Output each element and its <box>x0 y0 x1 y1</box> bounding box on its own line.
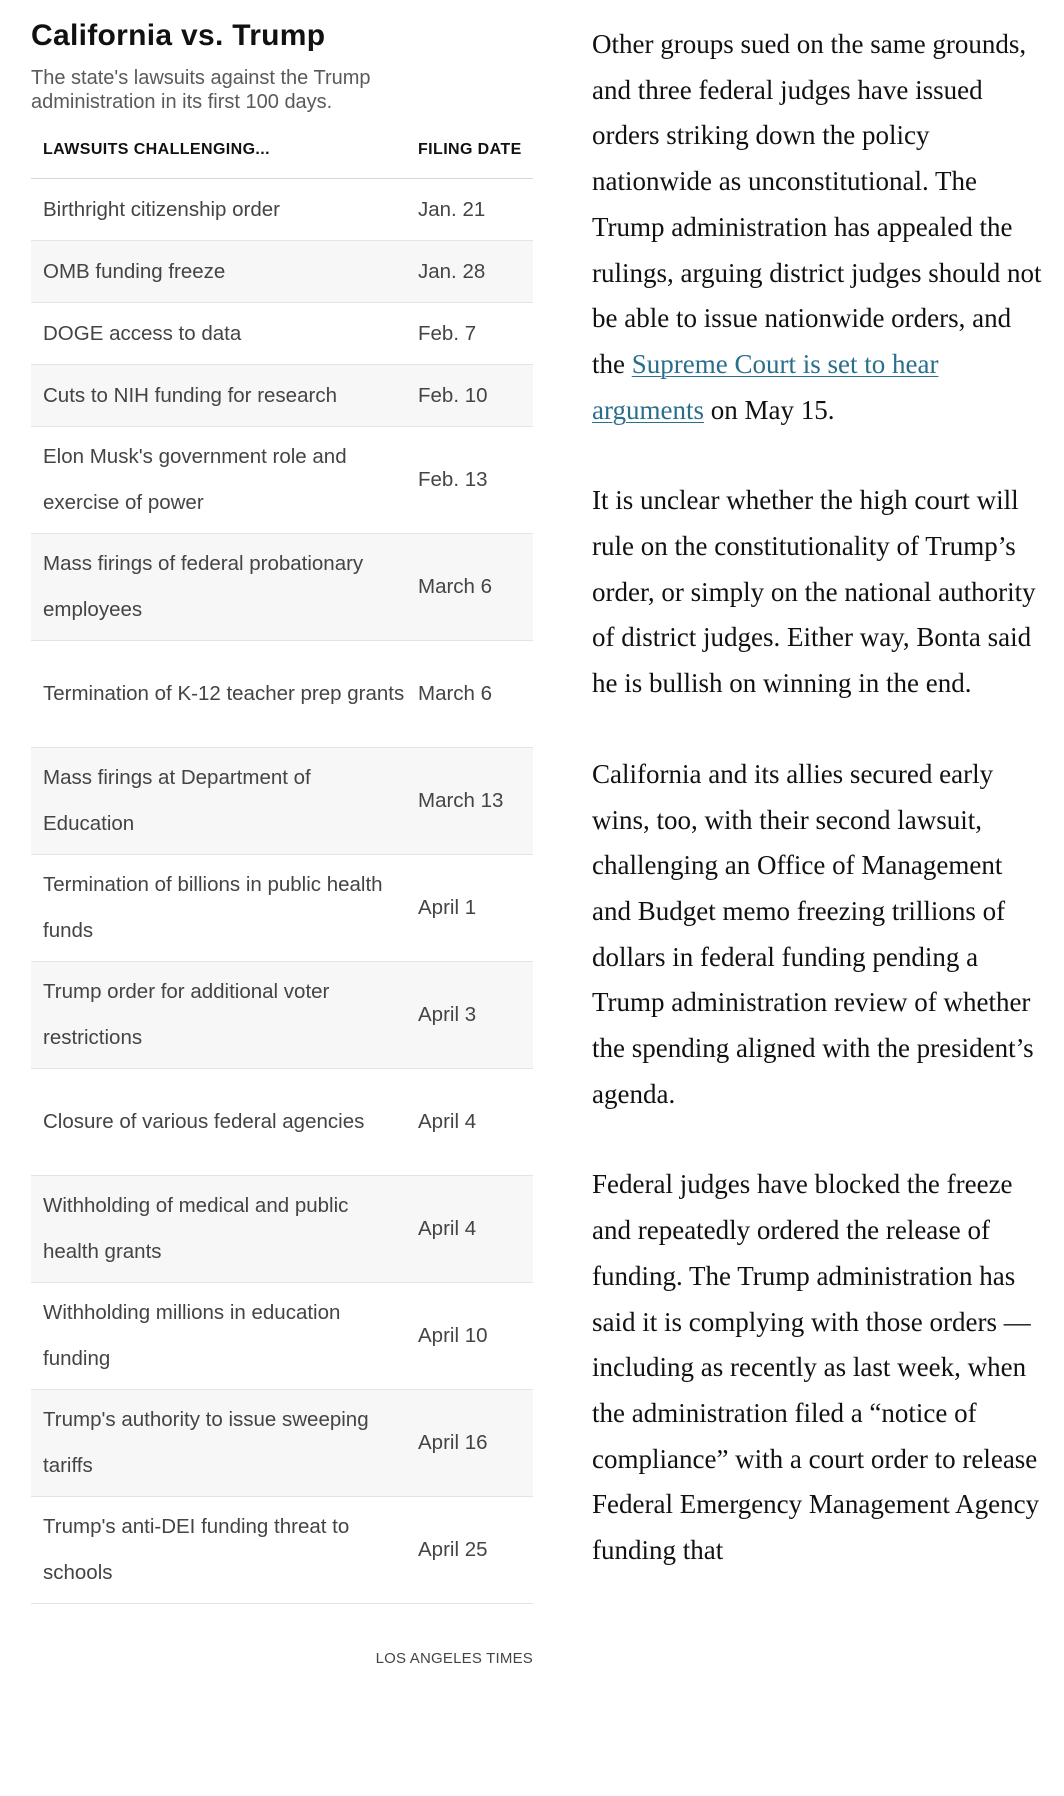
lawsuit-cell: Closure of various federal agencies <box>31 1069 406 1176</box>
lawsuit-cell: Elon Musk's government role and exercise of power <box>31 427 406 534</box>
lawsuit-cell: Termination of K-12 teacher prep grants <box>31 641 406 748</box>
supreme-court-link[interactable]: Supreme Court is set to hear arguments <box>592 348 939 425</box>
article-text: Other groups sued on the same grounds, and three federal judges have issued orders striking down the policy nationwide as unconstitutional. The Trump administration has appealed the rulings, arguing district judges should not be able to issue nationwide orders, and the <box>592 29 1042 379</box>
table-row <box>31 855 533 962</box>
filing-date-cell: March 6 <box>406 534 533 641</box>
column-header-lawsuit: LAWSUITS CHALLENGING... <box>31 141 406 179</box>
lawsuit-cell: Mass firings at Department of Education <box>31 748 406 855</box>
table-row <box>31 962 533 1069</box>
article-text: on May 15. <box>703 394 835 425</box>
table-row <box>31 534 533 641</box>
table-title: California vs. Trump <box>31 19 326 52</box>
filing-date-cell: Jan. 21 <box>406 179 533 241</box>
table-row <box>31 1176 533 1283</box>
filing-date-cell: March 6 <box>406 641 533 748</box>
table-row <box>31 748 533 855</box>
article-paragraph: California and its allies secured early wins, too, with their second lawsuit, challenging an Office of Management and Budget memo freezing trillions of dollars in federal funding pending a Trump administration review of whether the spending aligned with the president’s agenda. <box>592 758 1034 1109</box>
table-row <box>31 1069 533 1176</box>
table-row <box>31 641 533 748</box>
filing-date-cell: April 1 <box>406 855 533 962</box>
filing-date-cell: Feb. 13 <box>406 427 533 534</box>
table-row <box>31 1283 533 1390</box>
filing-date-cell: April 16 <box>406 1390 533 1497</box>
lawsuit-cell: DOGE access to data <box>31 303 406 365</box>
table-row <box>31 427 533 534</box>
lawsuit-cell: Termination of billions in public health funds <box>31 855 406 962</box>
filing-date-cell: April 4 <box>406 1176 533 1283</box>
article-paragraph: It is unclear whether the high court will rule on the constitutionality of Trump’s order, or simply on the national authority of district judges. Either way, Bonta said he is bullish on winning in the end. <box>592 485 1036 699</box>
table-subtitle: The state's lawsuits against the Trump administration in its first 100 days. <box>31 67 371 113</box>
lawsuit-cell: Mass firings of federal probationary employees <box>31 534 406 641</box>
column-header-date: FILING DATE <box>406 141 533 179</box>
table-source-credit: LOS ANGELES TIMES <box>375 1650 533 1667</box>
lawsuits-table <box>31 141 533 1604</box>
lawsuit-cell: OMB funding freeze <box>31 241 406 303</box>
table-header-row <box>31 141 533 179</box>
lawsuit-cell: Birthright citizenship order <box>31 179 406 241</box>
table-row <box>31 1497 533 1604</box>
lawsuit-cell: Trump's authority to issue sweeping tariffs <box>31 1390 406 1497</box>
filing-date-cell: Feb. 7 <box>406 303 533 365</box>
lawsuit-cell: Cuts to NIH funding for research <box>31 365 406 427</box>
filing-date-cell: Feb. 10 <box>406 365 533 427</box>
table-row <box>31 303 533 365</box>
filing-date-cell: April 4 <box>406 1069 533 1176</box>
lawsuit-cell: Withholding of medical and public health grants <box>31 1176 406 1283</box>
article-paragraph: Federal judges have blocked the freeze and repeatedly ordered the release of funding. The Trump administration has said it is complying with those orders — including as recently as last week, when the administration filed a “notice of compliance” with a court order to release Federal Emergency Management Agency funding that <box>592 1169 1040 1566</box>
filing-date-cell: Jan. 28 <box>406 241 533 303</box>
table-row <box>31 365 533 427</box>
lawsuit-cell: Trump order for additional voter restrictions <box>31 962 406 1069</box>
article-body <box>592 22 1044 1619</box>
filing-date-cell: March 13 <box>406 748 533 855</box>
filing-date-cell: April 25 <box>406 1497 533 1604</box>
table-row <box>31 241 533 303</box>
filing-date-cell: April 3 <box>406 962 533 1069</box>
lawsuits-table-graphic <box>31 16 533 1667</box>
filing-date-cell: April 10 <box>406 1283 533 1390</box>
table-row <box>31 179 533 241</box>
lawsuit-cell: Withholding millions in education funding <box>31 1283 406 1390</box>
table-row <box>31 1390 533 1497</box>
article-paragraph <box>592 22 1044 433</box>
lawsuit-cell: Trump's anti-DEI funding threat to schools <box>31 1497 406 1604</box>
